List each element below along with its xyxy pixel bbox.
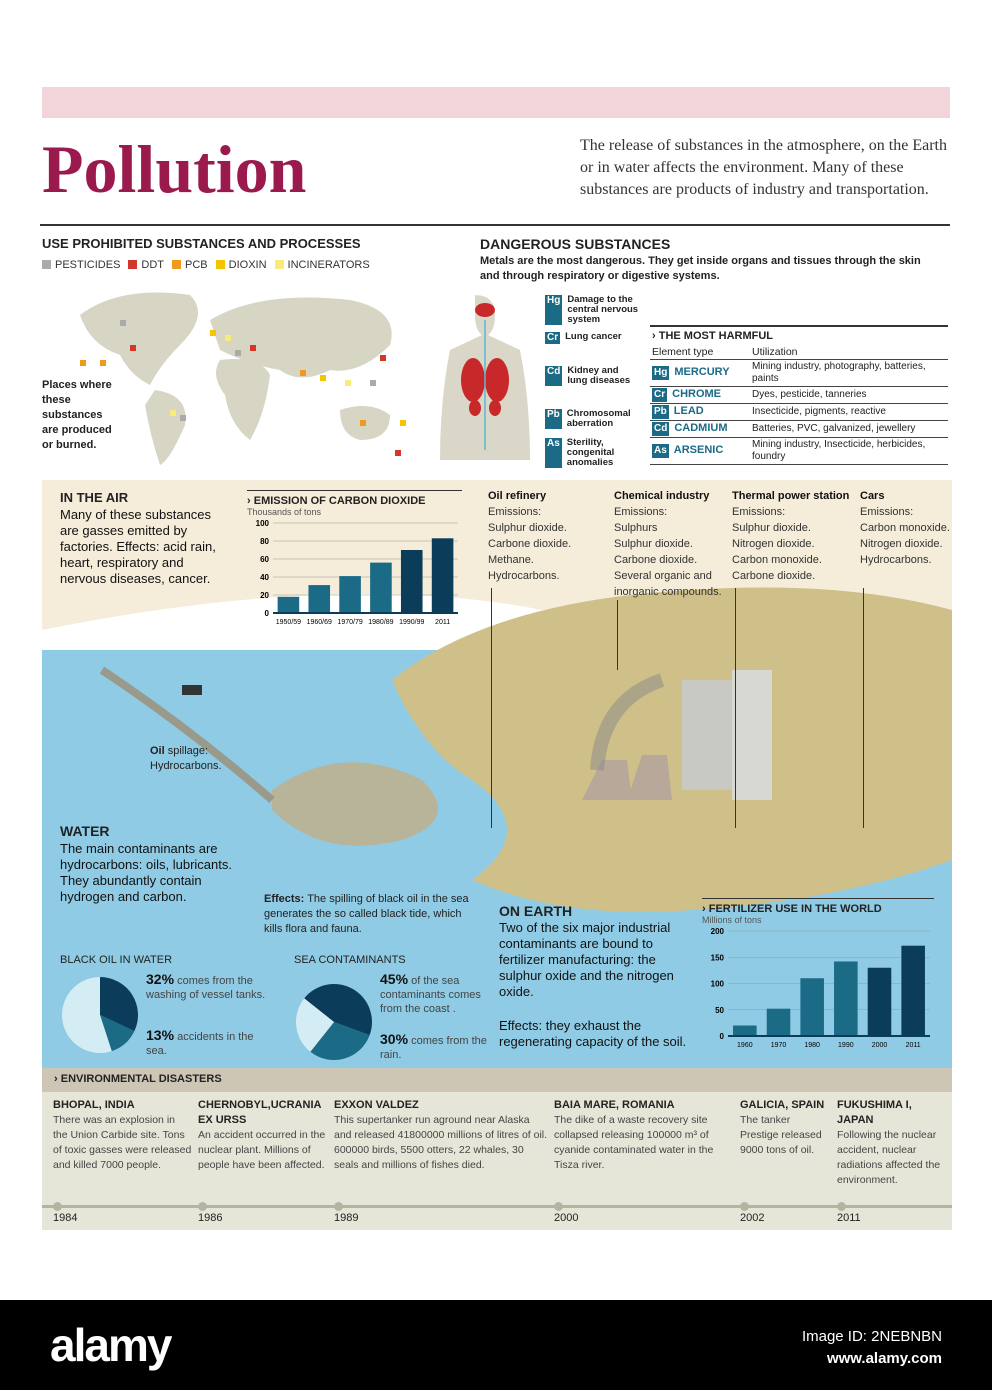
map-location-marker [345,380,351,386]
dangerous-text: Metals are the most dangerous. They get inside organs and tissues through the skin and through respiratory or digestive systems. [480,255,921,282]
source-title: Thermal power station [732,490,850,502]
map-location-marker [300,370,306,376]
disaster-item [198,1098,328,1173]
map-location-marker [360,420,366,426]
pie-annotation [380,972,500,1016]
table-row [650,421,948,438]
disaster-year: 1986 [198,1212,223,1224]
fertilizer-chart-ylabel: Millions of tons [702,915,762,925]
pointer-line [491,588,492,828]
x-tick-label: 1980 [804,1042,820,1049]
element-badge: As [654,445,667,456]
element-cell [650,360,750,387]
element-badge: Cr [547,332,559,343]
bar [868,968,892,1036]
legend-swatch [42,260,51,269]
utilization-cell: Insecticide, pigments, reactive [750,404,948,421]
intro-text: The release of substances in the atmosphere, on the Earth or in water affects the environment. Many of these substances are products of industry and transportation. [580,137,947,198]
timeline-dot [198,1202,207,1211]
timeline-dot [554,1202,563,1211]
map-location-marker [120,320,126,326]
organ-effect [545,332,640,344]
top-banner [42,87,950,118]
bar [901,946,925,1036]
alamy-logo: alamy [50,1319,171,1371]
organ-effect [545,409,640,429]
map-legend [34,259,370,271]
y-tick-label: 80 [260,537,269,546]
emission-source [614,488,726,600]
pollution-scene [42,480,952,1068]
element-cell [650,404,750,421]
image-id [802,1326,942,1370]
element-cell [650,387,750,404]
bar [339,576,361,613]
disasters-title-text: ENVIRONMENTAL DISASTERS [60,1073,222,1085]
emission-item: Carbone dioxide. [488,538,572,550]
pointer-line [735,588,736,828]
pie-annotation [146,1028,266,1058]
pie-label: of the sea contaminants comes from the coast . [380,975,481,1015]
image-id-text: Image ID: 2NEBNBN [801,1328,942,1345]
element-badge: Pb [654,406,667,417]
map-location-marker [225,335,231,341]
bar [432,538,454,613]
element-badge: Pb [545,409,562,429]
pie-label: accidents in the sea. [146,1031,254,1057]
element-name: CHROME [672,388,722,400]
col-element: Element type [650,345,750,360]
oil-spill-bold: Oil [150,745,165,757]
emission-source [860,488,950,568]
col-utilization: Utilization [750,345,948,360]
map-location-marker [320,375,326,381]
watermark-footer [0,1300,992,1390]
map-note: Places where these substances are produced or burned. [42,379,112,451]
disaster-text: There was an explosion in the Union Carbide site. Tons of toxic gasses were released and killed 7000 people. [53,1114,192,1171]
pointer-line [617,600,618,670]
disaster-text: Following the nuclear accident, nuclear radiations affected the environment. [837,1129,941,1186]
effect-text: Sterility, congenital anomalies [566,437,615,468]
disasters-title: › ENVIRONMENTAL DISASTERS [42,1068,952,1092]
disaster-year: 2000 [554,1212,579,1224]
utilization-cell: Dyes, pesticide, tanneries [750,387,948,404]
x-tick-label: 1960/69 [306,619,332,626]
map-location-marker [170,410,176,416]
map-location-marker [210,330,216,336]
disaster-year: 1989 [334,1212,359,1224]
pie-percent: 45% [380,971,409,987]
sea-contaminants-title: SEA CONTAMINANTS [294,954,406,966]
organ-effect [545,295,640,325]
y-tick-label: 40 [260,573,269,582]
south-america [145,390,186,465]
table-header [650,345,948,360]
x-tick-label: 2011 [435,619,451,626]
black-oil-title: BLACK OIL IN WATER [60,954,173,966]
water-effects-text: The spilling of black oil in the sea generates the so called black tide, which kills flora and fauna. [264,893,469,935]
disaster-item [740,1098,831,1158]
disaster-year: 2011 [837,1212,861,1224]
y-tick-label: 0 [719,1032,724,1041]
x-tick-label: 1970 [770,1042,787,1049]
bar [308,585,330,613]
pie-annotation [380,1032,500,1062]
bar [733,1026,757,1037]
legend-swatch [216,260,225,269]
emissions-label: Emissions: [732,506,786,518]
effect-text: Lung cancer [565,331,622,342]
emission-source [732,488,854,584]
element-badge: Hg [545,295,562,325]
disaster-item [53,1098,192,1173]
emission-item: Carbon monoxide. [860,522,950,534]
pie-annotation [146,972,266,1002]
utilization-cell: Mining industry, Insecticide, herbicides, foundry [750,438,948,465]
table-title-text: THE MOST HARMFUL [658,330,773,342]
element-badge: Cr [654,389,666,400]
emissions-label: Emissions: [488,506,542,518]
source-title: Oil refinery [488,490,547,502]
bar [834,961,858,1036]
pointer-line [863,588,864,828]
pie-percent: 13% [146,1027,175,1043]
earth-effects: Effects: they exhaust the regenerating capacity of the soil. [499,1018,687,1049]
y-tick-label: 200 [710,927,724,936]
disaster-year: 1984 [53,1212,78,1224]
fertilizer-chart-title: FERTILIZER USE IN THE WORLD [708,903,882,915]
emission-item: Several organic and inorganic compounds. [614,570,722,598]
footer-url: www.alamy.com [826,1350,942,1367]
kidney-icon [469,400,481,416]
water-effects [264,892,476,937]
timeline-dot [740,1202,749,1211]
element-badge: As [545,438,562,468]
element-badge: Cd [545,366,562,386]
bar [370,563,392,613]
emissions-label: Emissions: [860,506,914,518]
y-tick-label: 60 [260,555,269,564]
element-badge: Cd [654,423,668,434]
emission-item: Sulphur dioxide. [614,538,693,550]
source-title: Cars [860,490,885,502]
emission-item: Methane. [488,554,534,566]
body-diagram [435,290,545,465]
map-location-marker [180,415,186,421]
divider [40,224,950,226]
source-title: Chemical industry [614,490,710,502]
bar [278,597,300,613]
emission-item: Nitrogen dioxide. [732,538,815,550]
map-location-marker [100,360,106,366]
legend-swatch [275,260,284,269]
disaster-item [334,1098,548,1173]
table-title: › THE MOST HARMFUL [652,330,773,342]
fertilizer-chart: › FERTILIZER USE IN THE WORLD Millions of tons 0 50 100 150 200 1960 1970 1980 1990 2000 2011 [702,898,934,1055]
element-badge: Hg [654,367,668,378]
emissions-label: Emissions: [614,506,668,518]
x-tick-label: 1990/99 [399,619,425,626]
map-title: USE PROHIBITED SUBSTANCES AND PROCESSES [42,236,361,251]
utilization-cell: Batteries, PVC, galvanized, jewellery [750,421,948,438]
emission-item: Sulphur dioxide. [732,522,811,534]
disaster-text: The tanker Prestige released 9000 tons of oil. [740,1114,822,1156]
pie-label: comes from the washing of vessel tanks. [146,975,266,1001]
legend-swatch [128,260,137,269]
table-row [650,360,948,387]
emission-item: Carbone dioxide. [614,554,698,566]
earth-text: Two of the six major industrial contaminants are bound to fertilizer manufacturing: the sulphur oxide and the nitrogen oxide. [499,920,674,999]
water-title: WATER [60,823,110,839]
map-location-marker [250,345,256,351]
x-tick-label: 1960 [737,1042,753,1049]
disaster-place: CHERNOBYL,UCRANIA EX URSS [198,1099,322,1126]
air-title: IN THE AIR [60,490,129,505]
organ-effect [545,438,640,468]
element-cell [650,438,750,465]
y-tick-label: 0 [264,609,269,618]
co2-chart-ylabel: Thousands of tons [247,507,322,517]
co2-chart: › EMISSION OF CARBON DIOXIDE Thousands of tons 0 20 40 60 80 100 1950/59 1960/69 1970/79 1980/89 1990/99 2011 [247,490,462,632]
disaster-year: 2002 [740,1212,765,1224]
legend-label: DIOXIN [228,259,267,271]
effect-text: Chromosomal aberration [566,408,631,429]
emission-item: Hydrocarbons. [860,554,932,566]
disaster-item [837,1098,945,1188]
utilization-cell: Mining industry, photography, batteries, paints [750,360,948,387]
bar [767,1009,791,1036]
co2-chart-title: EMISSION OF CARBON DIOXIDE [253,495,426,507]
most-harmful-table [650,325,948,465]
timeline-dot [53,1202,62,1211]
timeline [42,1205,952,1208]
disaster-place: BAIA MARE, ROMANIA [554,1099,675,1111]
africa [216,359,270,440]
emission-item: Sulphurs [614,522,658,534]
emission-item: Nitrogen dioxide. [860,538,943,550]
y-tick-label: 50 [715,1005,724,1015]
disaster-place: FUKUSHIMA I, JAPAN [837,1099,912,1126]
pie-percent: 30% [380,1031,409,1047]
disaster-text: This supertanker run aground near Alaska and released 41800000 millions of litres of oil. 600000 birds, 5500 otters, 22 whales, 30 seals and millions of fishes died. [334,1114,548,1171]
brain-icon [475,303,495,317]
bar [401,550,423,613]
map-location-marker [235,350,241,356]
disaster-place: BHOPAL, INDIA [53,1099,135,1111]
dangerous-title: DANGEROUS SUBSTANCES [480,236,671,252]
emission-source [488,488,606,584]
map-location-marker [380,355,386,361]
timeline-dot [837,1202,846,1211]
map-location-marker [400,420,406,426]
element-name: MERCURY [674,366,730,378]
emission-item: Sulphur dioxide. [488,522,567,534]
oil-spill-label [150,744,222,774]
timeline-dot [334,1202,343,1211]
legend-label: PESTICIDES [55,259,121,271]
bar [800,978,824,1036]
x-tick-label: 1990 [838,1042,854,1049]
environmental-disasters [42,1068,952,1230]
pie-label: comes from the rain. [380,1035,487,1061]
emission-item: Carbone dioxide. [732,570,816,582]
y-tick-label: 100 [255,519,269,528]
emission-item: Hydrocarbons. [488,570,560,582]
y-tick-label: 20 [260,591,269,600]
map-location-marker [370,380,376,386]
legend-label: PCB [185,259,208,271]
emission-item: Carbon monoxide. [732,554,822,566]
x-tick-label: 1980/89 [368,619,394,626]
table-row [650,438,948,465]
organ-effect [545,366,640,386]
map-location-marker [395,450,401,456]
water-text: The main contaminants are hydrocarbons: oils, lubricants. They abundantly contain hydrogen and carbon. [60,841,232,904]
legend-swatch [172,260,181,269]
earth-title: ON EARTH [499,903,573,919]
oil-spill-text: spillage: [167,745,209,757]
element-name: ARSENIC [673,444,724,456]
north-america [80,293,198,386]
water-effects-bold: Effects: [264,893,305,905]
y-tick-label: 100 [710,979,724,989]
legend-label: INCINERATORS [287,259,370,271]
effect-text: Damage to the central nervous system [567,294,639,325]
element-cell [650,421,750,438]
pie-percent: 32% [146,971,175,987]
disaster-item [554,1098,734,1173]
effect-text: Kidney and lung diseases [567,365,631,386]
element-name: CADMIUM [674,422,728,434]
legend-label: DDT [141,259,165,271]
lung-icon [461,358,485,402]
disaster-text: The dike of a waste recovery site collapsed releasing 100000 m³ of cyanide contaminated water in the Tisza river. [554,1114,714,1171]
x-tick-label: 1950/59 [275,619,302,626]
element-name: LEAD [673,405,704,417]
y-tick-label: 150 [710,953,724,963]
x-tick-label: 2000 [871,1042,888,1049]
air-text: Many of these substances are gasses emitted by factories. Effects: acid rain, heart, respiratory and nervous diseases, cancer. [60,507,216,586]
table-row [650,387,948,404]
map-location-marker [80,360,86,366]
table-row [650,404,948,421]
x-tick-label: 1970/79 [337,619,363,626]
map-location-marker [130,345,136,351]
disaster-text: An accident occurred in the nuclear plant. Millions of people have been affected. [198,1129,326,1171]
disaster-place: EXXON VALDEZ [334,1099,419,1111]
disaster-place: GALICIA, SPAIN [740,1099,825,1111]
page-title: Pollution [42,131,307,207]
oil-spill-text2: Hydrocarbons. [150,760,222,772]
x-tick-label: 2011 [905,1042,921,1049]
